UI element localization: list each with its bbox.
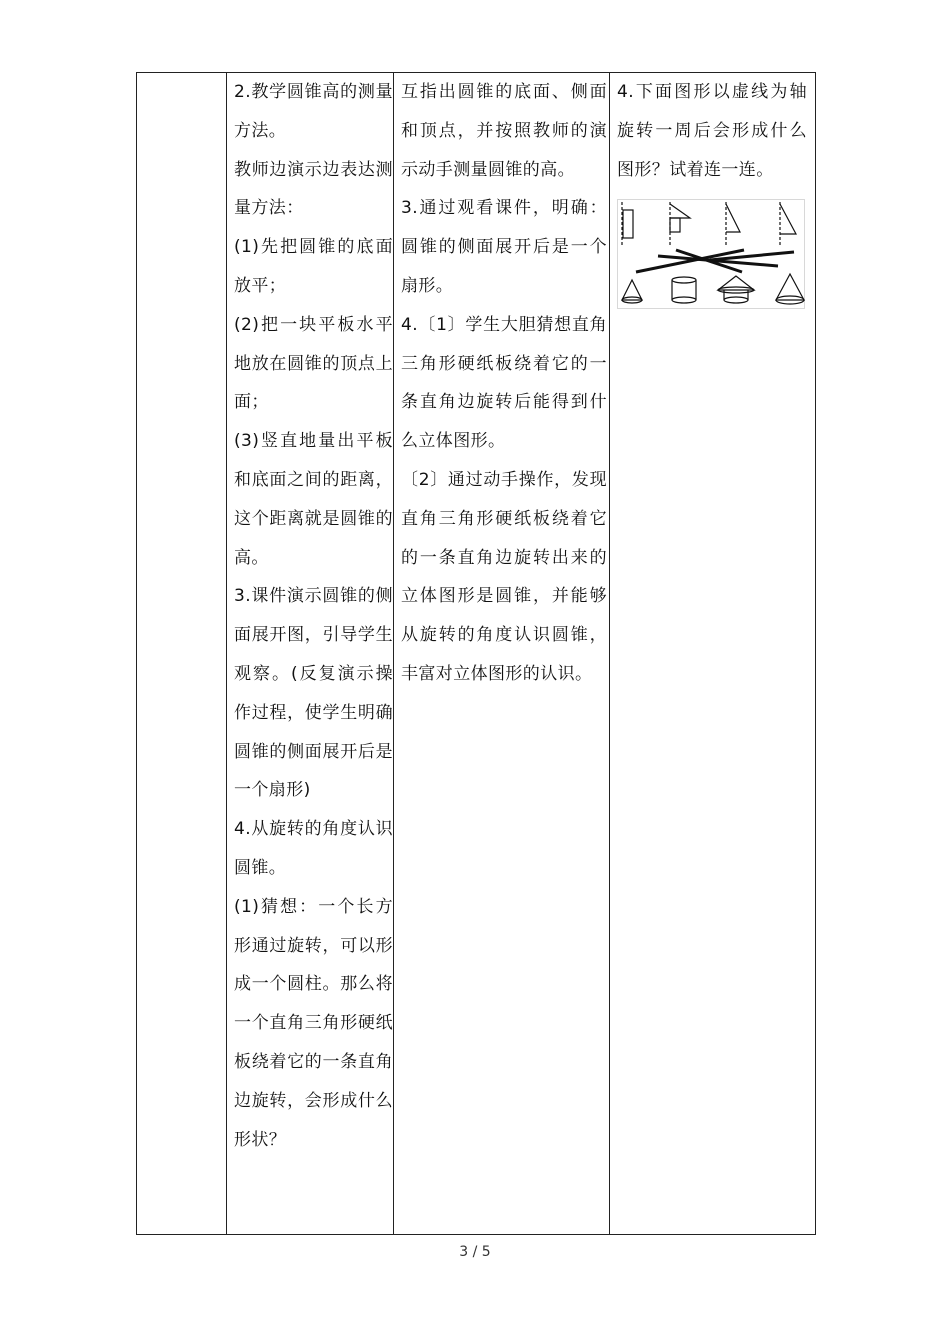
rotation-matching-figure [617, 199, 805, 309]
teacher-text: 4.从旋转的角度认识圆锥。 [234, 819, 393, 878]
teacher-text: 2.教学圆锥高的测量方法。 [234, 82, 393, 141]
teacher-text: (1)猜想：一个长方形通过旋转，可以形成一个圆柱。那么将一个直角三角形硬纸板绕着它的一条直角边旋转，会形成什么形状？ [234, 896, 393, 1150]
rectangle-shape [623, 210, 633, 238]
exercise-question: 4.下面图形以虚线为轴旋转一周后会形成什么图形？试着连一连。 [617, 82, 807, 180]
teacher-activity-column [233, 73, 393, 1234]
exercise-column [617, 73, 807, 1234]
teacher-text: (1)先把圆锥的底面放平； [234, 237, 393, 296]
triangle-shape [670, 204, 690, 218]
column-divider [393, 73, 394, 1234]
teacher-text: 3.课件演示圆锥的侧面展开图，引导学生观察。(反复演示操作过程，使学生明确圆锥的侧面展开后是一个扇形) [234, 586, 393, 801]
triangle-shape [726, 204, 740, 232]
student-text: 互指出圆锥的底面、侧面和顶点，并按照教师的演示动手测量圆锥的高。 [401, 82, 607, 180]
student-text: 3.通过观看课件，明确：圆锥的侧面展开后是一个扇形。 [401, 198, 607, 296]
matching-illustration [618, 200, 806, 310]
triangle-shape [780, 204, 796, 234]
lesson-table [136, 72, 816, 1235]
student-text: 4.〔1〕学生大胆猜想直角三角形硬纸板绕着它的一条直角边旋转后能得到什么立体图形。 [401, 314, 607, 452]
student-text: 〔2〕通过动手操作，发现直角三角形硬纸板绕着它的一条直角边旋转出来的立体图形是圆锥，并能够从旋转的角度认识圆锥，丰富对立体图形的认识。 [401, 469, 607, 684]
teacher-text: (3)竖直地量出平板和底面之间的距离，这个距离就是圆锥的高。 [234, 431, 393, 568]
column-divider [226, 73, 227, 1234]
column-divider [609, 73, 610, 1234]
page-number: 3 / 5 [459, 1244, 491, 1260]
cylinder-shape [672, 277, 696, 283]
student-activity-column [401, 73, 607, 1234]
teacher-text: (2)把一块平板水平地放在圆锥的顶点上面； [234, 314, 393, 413]
rectangle-shape [670, 218, 680, 232]
teacher-text: 教师边演示边表达测量方法： [234, 159, 393, 219]
